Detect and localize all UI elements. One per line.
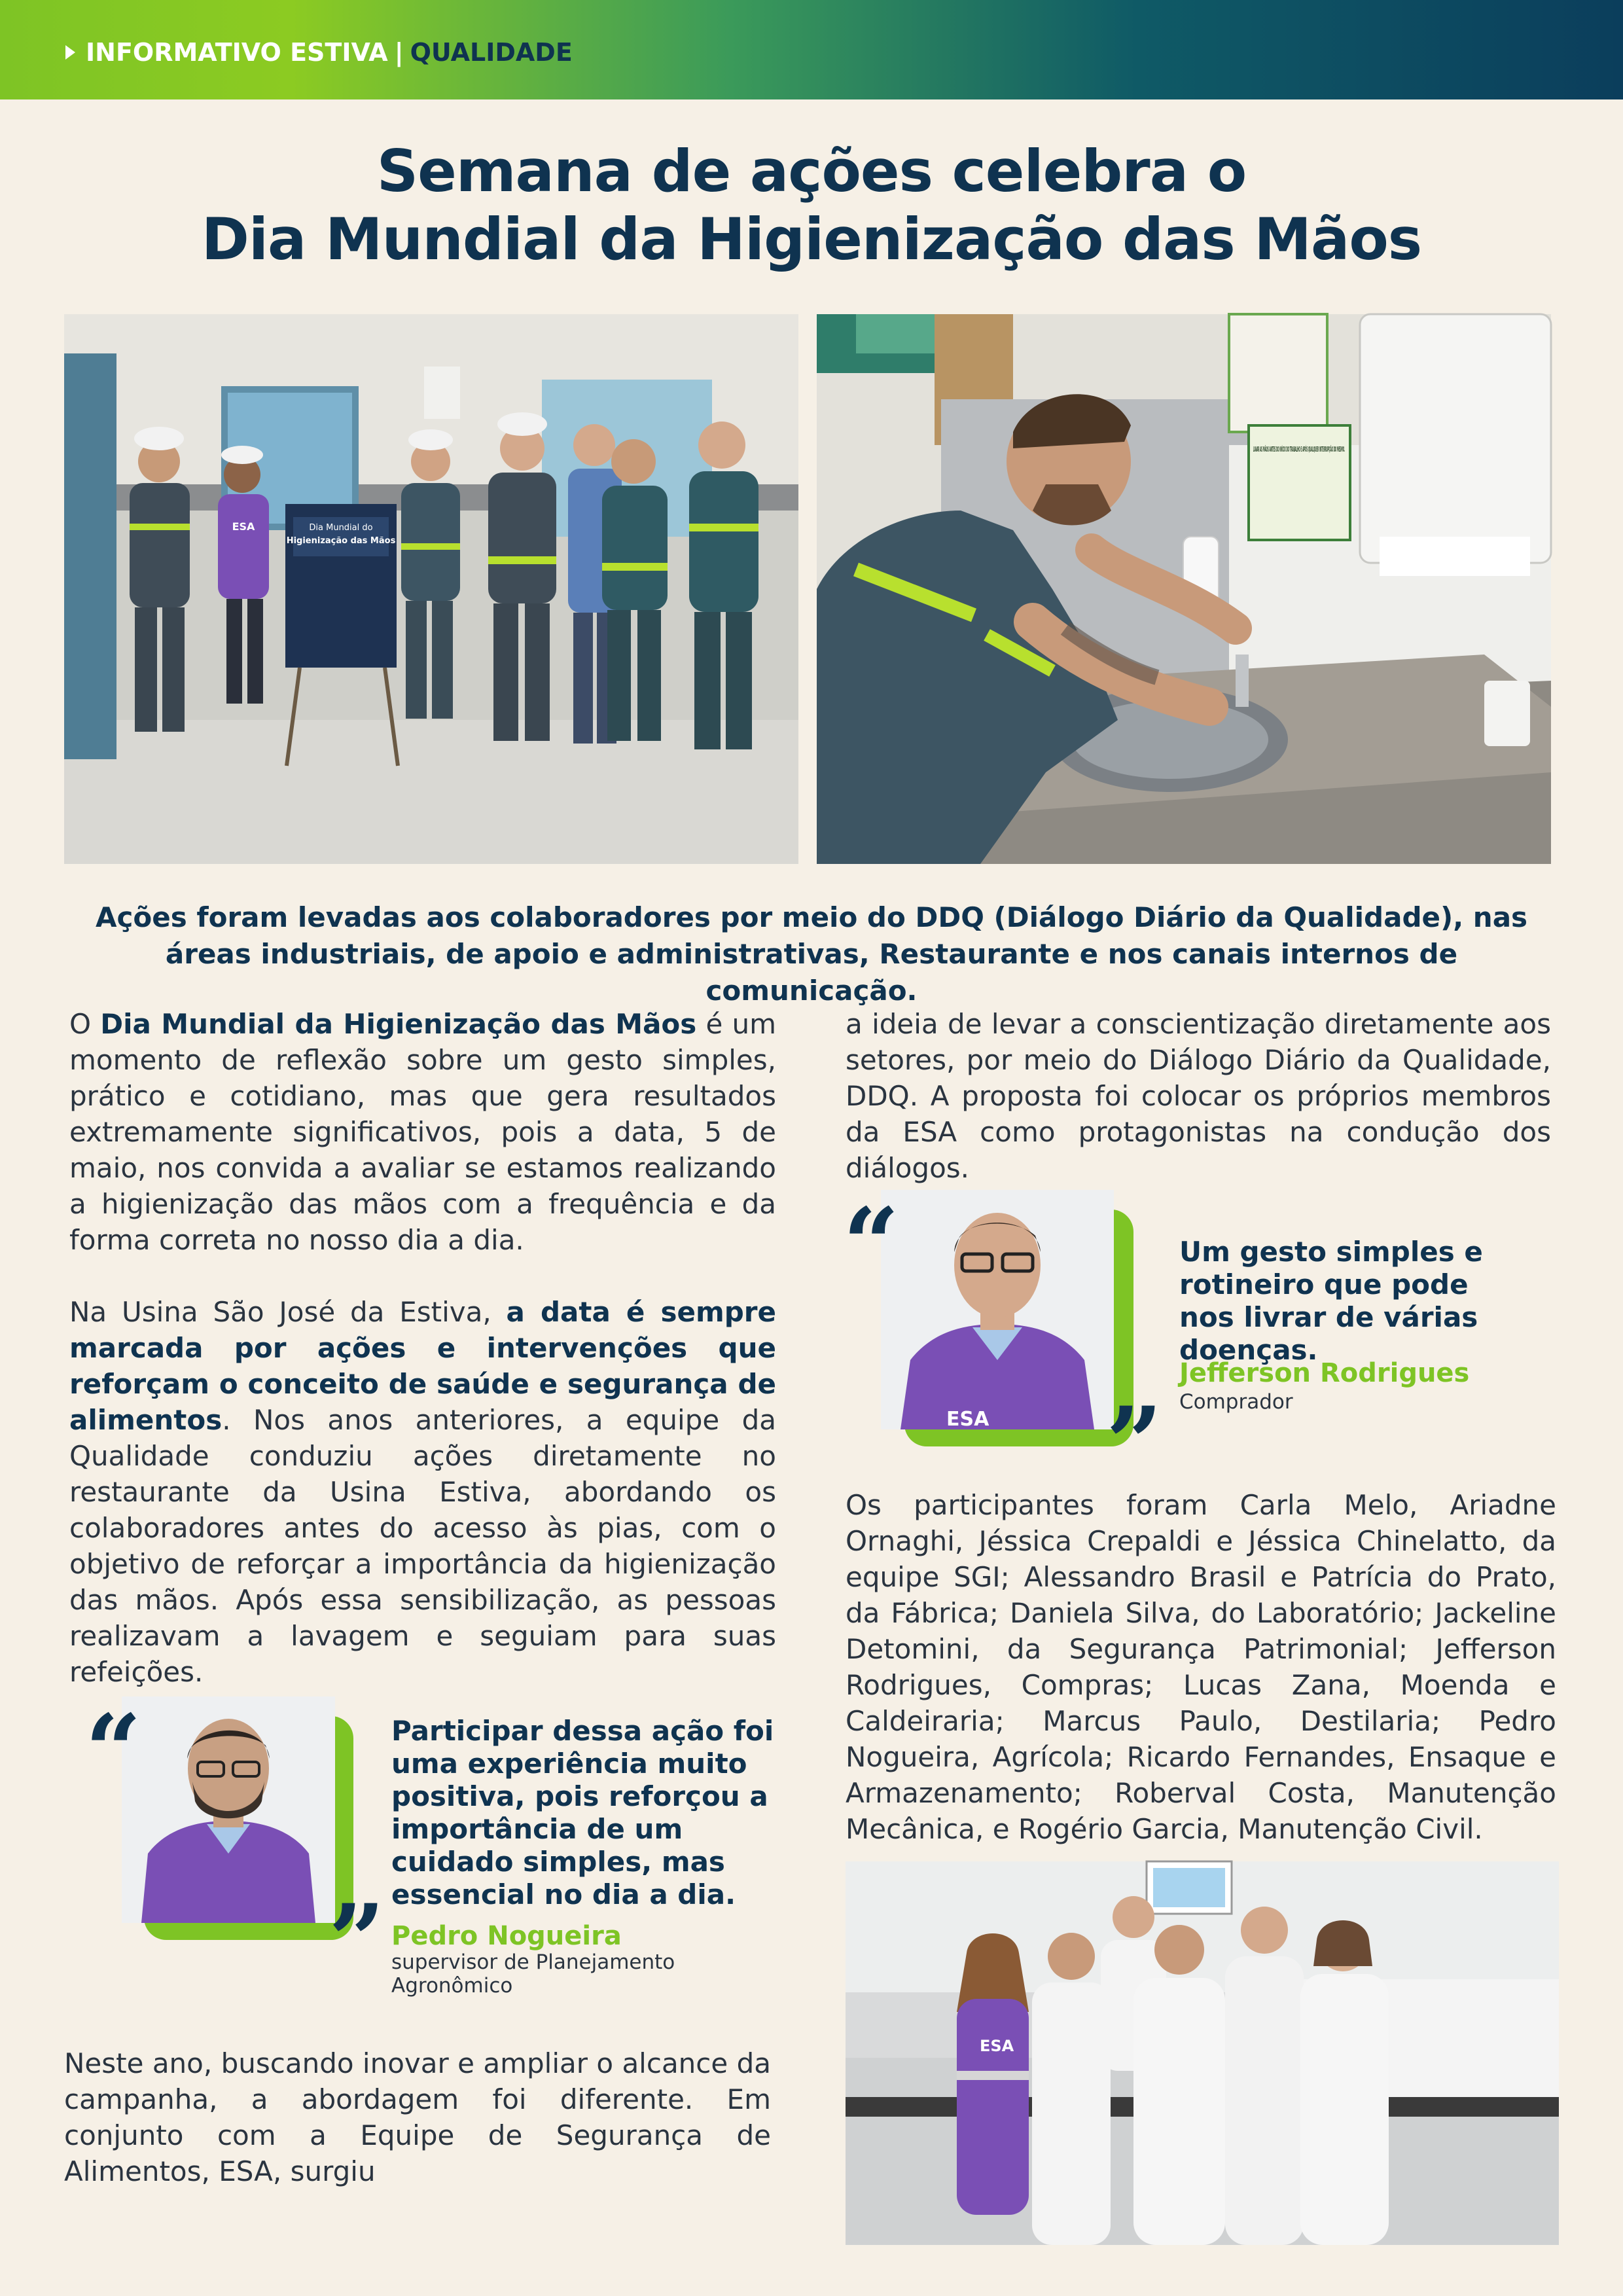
arrow-right-icon xyxy=(65,45,75,60)
publication-name: INFORMATIVO ESTIVA xyxy=(86,38,388,67)
lab-person-1 xyxy=(957,1933,1029,2215)
quote-text-jefferson: Um gesto simples e rotineiro que pode nos livrar de várias doenças. xyxy=(1179,1236,1483,1366)
paragraph-1-highlight: Dia Mundial da Higienização das Mãos xyxy=(100,1008,697,1040)
quote-text-pedro: Participar dessa ação foi uma experiência muito positiva, pois reforçou a importância de um cuidado simples, mas essencial no dia a dia. xyxy=(391,1715,774,1910)
paragraph-5: Os participantes foram Carla Melo, Ariadne Ornaghi, Jéssica Crepaldi e Jéssica Chinelatto, da equipe SGI; Alessandro Brasil e Patrícia do Prato, da Fábrica; Daniela Silva, do Laboratório; Jackeline Detomini, da Segurança Patrimonial; Jefferson Rodrigues, Compras; Lucas Zana, Moenda e Caldeiraria; Marcus Paulo, Destilaria; Pedro Nogueira, Agrícola; Ricardo Fernandes, Ensaque e Armazenamento; Roberval Costa, Manutenção Mecânica, e Rogério Garcia, Manutenção Civil. xyxy=(846,1489,1556,1845)
quote-card-jefferson xyxy=(881,1190,1136,1452)
paragraph-2-highlight: a data é sempre marcada por ações e intervenções que reforçam o conceito de saúde e segurança de alimentos xyxy=(69,1296,776,1436)
vest-label-jefferson: ESA xyxy=(946,1408,990,1431)
paragraph-4: a ideia de levar a conscientização diretamente aos setores, por meio do Diálogo Diário da Qualidade, DDQ. A proposta foi colocar os próprios membros da ESA como protagonistas na condução dos diálogos. xyxy=(846,1008,1551,1184)
paragraph-1: O Dia Mundial da Higienização das Mãos é um momento de reflexão sobre um gesto simples, prático e cotidiano, mas que gera resultados extremamente significativos, pois a data, 5 de maio, nos convida a avaliar se estamos realizando a higienização das mãos com a frequência e da forma correta no nosso dia a dia. xyxy=(69,1008,776,1256)
header-separator: | xyxy=(394,38,404,67)
handwashing-photo xyxy=(817,314,1551,864)
quote-name-jefferson: Jefferson Rodrigues xyxy=(1179,1358,1470,1388)
quote-role-jefferson: Comprador xyxy=(1179,1390,1293,1414)
title-line-2: Dia Mundial da Higienização das Mãos xyxy=(201,206,1422,273)
quote-card-pedro xyxy=(122,1696,357,1945)
jefferson-portrait xyxy=(881,1190,1114,1429)
team-poster-photo xyxy=(64,314,798,864)
quote-open-icon-2: “ xyxy=(843,1187,900,1302)
quote-open-icon: “ xyxy=(85,1693,142,1808)
vest-label-lab: ESA xyxy=(980,2037,1014,2055)
poster-text-2: Higienização das Mãos xyxy=(286,536,396,546)
lab-team-photo xyxy=(846,1861,1559,2245)
header-bar xyxy=(0,0,1623,99)
title-line-1: Semana de ações celebra o xyxy=(376,137,1247,205)
article-lead: Ações foram levadas aos colaboradores por meio do DDQ (Diálogo Diário da Qualidade), nas áreas industriais, de apoio e administrativas, Restaurante e nos canais internos de comunicação. xyxy=(95,901,1528,1007)
vest-label: ESA xyxy=(232,520,255,533)
quote-close-icon-2: ” xyxy=(1106,1386,1163,1501)
pedro-portrait xyxy=(122,1696,335,1923)
article-title xyxy=(0,137,1623,274)
paragraph-2: Na Usina São José da Estiva, a data é sempre marcada por ações e intervenções que reforçam o conceito de saúde e segurança de alimentos. Nos anos anteriores, a equipe da Qualidade conduziu ações diretamente no restaurante da Usina Estiva, abordando os colaboradores antes do acesso às pias, com o objetivo de reforçar a importância da higienização das mãos. Após essa sensibilização, as pessoas realizavam a lavagem e seguiam para suas refeições. xyxy=(69,1296,776,1688)
quote-role-pedro: supervisor de Planejamento Agronômico xyxy=(391,1950,675,1998)
section-name: QUALIDADE xyxy=(410,38,573,67)
paragraph-3: Neste ano, buscando inovar e ampliar o alcance da campanha, a abordagem foi diferente. Em conjunto com a Equipe de Segurança de Alimentos, ESA, surgiu xyxy=(64,2047,771,2187)
poster-text-1: Dia Mundial do xyxy=(309,523,373,533)
sign-text: LAVAR AS MÃOS ANTES DO INÍCIO DO TRABALHO E APÓS QUALQUER INTERRUPÇÃO DO MESMO. xyxy=(1253,445,1345,454)
publication-label xyxy=(65,38,573,67)
left-column-top xyxy=(69,1006,776,1690)
quote-name-pedro: Pedro Nogueira xyxy=(391,1921,622,1951)
quote-close-icon: ” xyxy=(329,1883,385,1998)
